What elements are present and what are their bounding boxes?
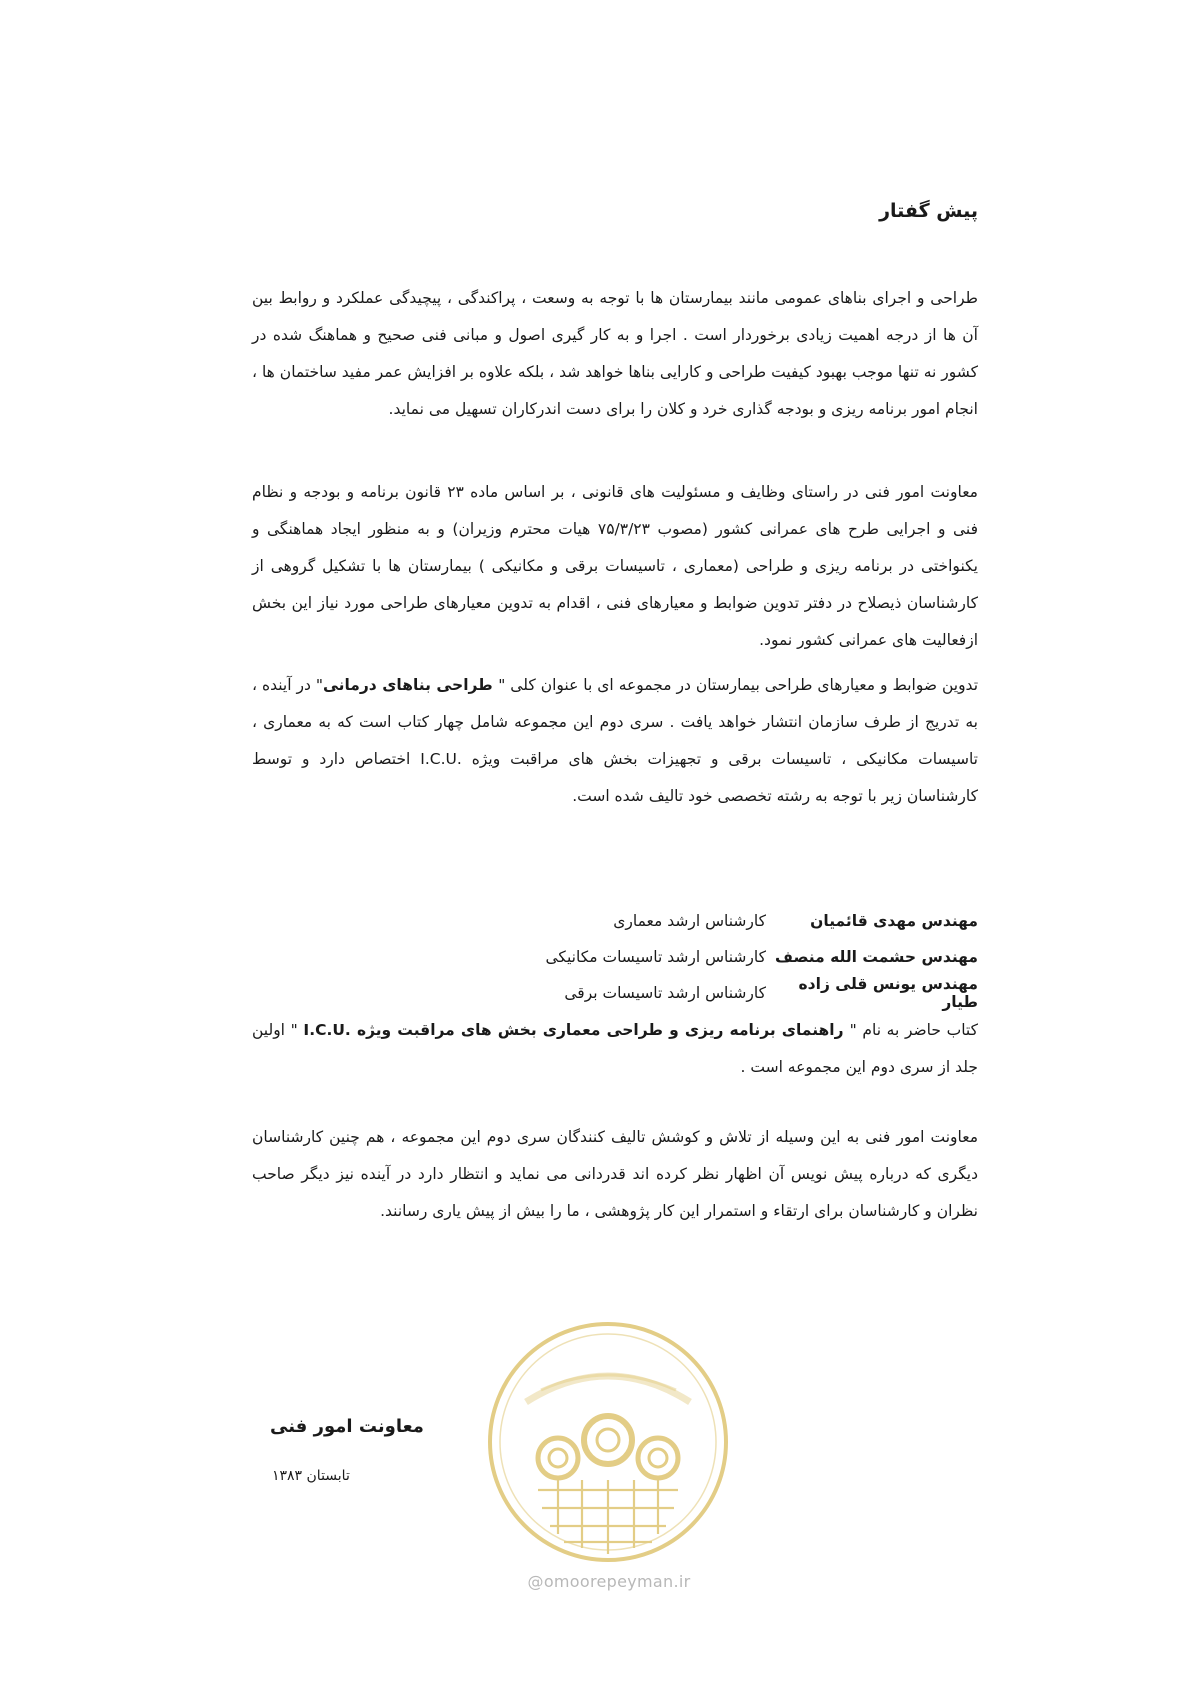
author-name: مهندس یونس قلی زاده طیار bbox=[798, 975, 978, 1011]
paragraph-3-part-1: تدوین ضوابط و معیارهای طراحی بیمارستان در مجموعه ای با عنوان کلی " bbox=[498, 676, 979, 694]
author-row bbox=[238, 903, 978, 939]
paragraph-3-part-3: اختصاص دارد و توسط کارشناسان زیر با توجه به رشته تخصصی خود تالیف شده است. bbox=[252, 750, 978, 805]
paragraph-3-bold: طراحی بناهای درمانی bbox=[322, 676, 499, 694]
page-title: پیش گفتار bbox=[879, 200, 978, 222]
paragraph-4 bbox=[252, 1012, 978, 1086]
author-role: کارشناس ارشد تاسیسات برقی bbox=[564, 984, 766, 1002]
paragraph-4-bold: راهنمای برنامه ریزی و طراحی معماری بخش های مراقبت ویژه bbox=[350, 1021, 850, 1039]
author-row bbox=[238, 975, 978, 1011]
paragraph-3 bbox=[252, 667, 978, 815]
paragraph-2: معاونت امور فنی در راستای وظایف و مسئولیت های قانونی ، بر اساس ماده ۲۳ قانون برنامه و بودجه و نظام فنی و اجرایی طرح های عمرانی کشور (مصوب ۷۵/۳/۲۳ هیات محترم وزیران) و به منظور ایجاد هماهنگی و یکنواختی در برنامه ریزی و طراحی (معماری ، تاسیسات برقی و مکانیکی ) بیمارستان ها با تشکیل گروهی از کارشناسان ذیصلاح در دفتر تدوین ضوابط و معیارهای فنی ، اقدام به تدوین معیارهای طراحی مورد نیاز این بخش ازفعالیت های عمرانی کشور نمود. bbox=[252, 483, 979, 649]
paragraph-4-part-2: " اولین جلد از سری دوم این مجموعه است . bbox=[252, 1021, 978, 1076]
watermark-seal-icon bbox=[486, 1320, 730, 1564]
paragraph-3-part-2: " در آینده ، به تدریج از طرف سازمان انتشار خواهد یافت . سری دوم این مجموعه شامل چهار کتاب است که به معماری ، تاسیسات مکانیکی ، تاسیسات برقی و تجهیزات بخش های مراقبت ویژه bbox=[252, 676, 979, 768]
signature-date: تابستان ۱۳۸۳ bbox=[272, 1468, 350, 1484]
author-row bbox=[238, 939, 978, 975]
watermark-url: @omoorepeyman.ir bbox=[527, 1572, 691, 1591]
paragraph-5: معاونت امور فنی به این وسیله از تلاش و کوشش تالیف کنندگان سری دوم این مجموعه ، هم چنین کارشناسان دیگری که درباره پیش نویس آن اظهار نظر کرده اند قدردانی می نماید و انتظار دارد در آینده نیز دیگر صاحب نظران و کارشناسان برای ارتقاء و استمرار این کار پژوهشی ، ما را بیش از پیش یاری رسانند. bbox=[252, 1128, 978, 1220]
paragraph-1: طراحی و اجرای بناهای عمومی مانند بیمارستان ها با توجه به وسعت ، پراکندگی ، پیچیدگی عملکرد و روابط بین آن ها از درجه اهمیت زیادی برخوردار است . اجرا و به کار گیری اصول و مبانی فنی صحیح و هماهنگ شده در کشور نه تنها موجب بهبود کیفیت طراحی و کارایی بناها خواهد شد ، بلکه علاوه بر افزایش عمر مفید ساختمان ها ، انجام امور برنامه ریزی و بودجه گذاری خرد و کلان را برای دست اندرکاران تسهیل می نماید. bbox=[252, 289, 978, 418]
author-name: مهندس مهدی قائمیان bbox=[810, 912, 978, 930]
paragraph-4-part-1: کتاب حاضر به نام " bbox=[849, 1021, 978, 1039]
author-role: کارشناس ارشد معماری bbox=[613, 912, 766, 930]
author-role: کارشناس ارشد تاسیسات مکانیکی bbox=[545, 948, 766, 966]
signature-name: معاونت امور فنی bbox=[270, 1416, 424, 1437]
authors-list bbox=[238, 903, 978, 1011]
paragraph-3-icu: I.C.U. bbox=[420, 750, 462, 768]
author-name: مهندس حشمت الله منصف bbox=[775, 948, 978, 966]
paragraph-4-icu: I.C.U. bbox=[303, 1021, 351, 1039]
